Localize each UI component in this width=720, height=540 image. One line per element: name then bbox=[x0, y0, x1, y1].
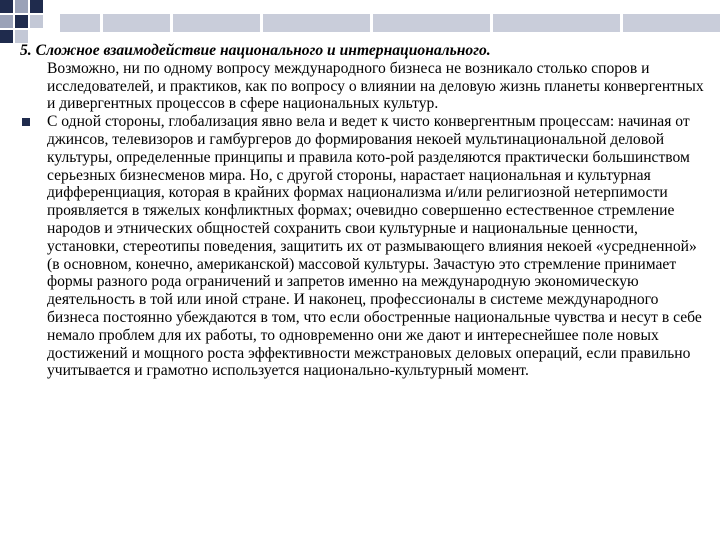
section-number: 5. bbox=[20, 42, 32, 59]
decor-square bbox=[30, 0, 43, 13]
decor-square bbox=[0, 30, 13, 43]
paragraph-two bbox=[20, 113, 710, 380]
decor-square bbox=[0, 15, 13, 28]
section-heading: Сложное взаимодействие национального и интернационального. bbox=[35, 42, 491, 59]
decor-square bbox=[30, 15, 43, 28]
paragraph-two-text: С одной стороны, глобализация явно вела и ведет к чисто конвергентным процессам: начиная от джинсов, телевизоров и гамбургеров до формирования некоей мультинациональной деловой культуры, определенные принципы и правила кото-рой разделяются практически большинством серьезных бизнесменов мира. Но, с другой стороны, нарастает национальная и культурная дифференциация, которая в крайних формах национализма и/или религиозной нетерпимости проявляется в тяжелых конфликтных формах; очевидно совершенно естественное стремление народов и этнических общностей сохранить свои культурные и национальные ценности, установки, стереотипы поведения, защитить их от размывающего влияния некоей «усредненной» (в основном, конечно, американской) массовой культуры. Зачастую это стремление принимает формы разного рода ограничений и запретов именно на международную экономическую деятельность в той или иной стране. И наконец, профессионалы в системе международного бизнеса постоянно убеждаются в том, что если обостренные национальные чувства и несут в себе немало проблем для их работы, то одновременно они же дают и интереснейшее поле новых достижений и мощного роста эффективности межстрановых деловых операций, если правильно учитывается и грамотно используется национально-культурный момент. bbox=[47, 113, 702, 380]
paragraph-one bbox=[20, 42, 710, 113]
decor-square bbox=[15, 15, 28, 28]
header-band bbox=[60, 14, 720, 32]
slide-content bbox=[20, 42, 710, 380]
square-bullet-icon bbox=[22, 118, 30, 126]
decor-square bbox=[0, 0, 13, 13]
paragraph-one-text: Возможно, ни по одному вопросу международного бизнеса не возникало столько споров и исследователей, и практиков, как по вопросу о влиянии на деловую жизнь планеты конвергентных и дивергентных процессов в сфере национальных культур. bbox=[47, 59, 704, 113]
decor-square bbox=[15, 0, 28, 13]
